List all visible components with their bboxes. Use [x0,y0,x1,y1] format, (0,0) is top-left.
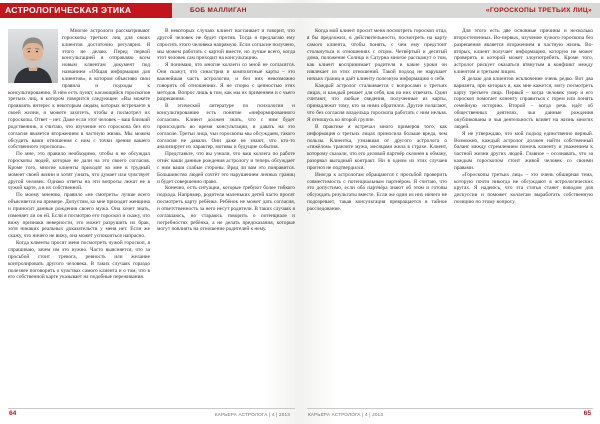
paragraph: По мне, это правило необходимо, чтобы я не обсуждал гороскопы людей, которые не дали на это своего согласия. Кроме того, многие клиенты приходят ко мне в трудный момент своей жизни и хотят узнать, что думает или чувствует другой человек. Однако ответы на эти вопросы лежат не в чужой карте, а в их собственной. [8,151,150,192]
paragraph: Иногда к астрологам обращаются с просьбой проверить совместимость с потенциальным партнёром. Я считаю, что это допустимо, если оба партнёра знают об этом и готовы обсуждать результаты вместе. Если же один из них ничего не подозревает, такая консультация превращается в тайное расследование. [307,171,447,212]
left-column-2 [157,28,295,408]
magazine-issue-right: КАРЬЕРА АСТРОЛОГА | 4 | 2013 [308,412,384,417]
author-name: БОБ МАЛЛИГАН [190,7,247,14]
paragraph: В этической литературе по психологии и консультированию есть понятие «информированного согласия». Клиент должен знать, что с ним будет происходить во время консультации, и давать на это согласие. Третьи лица, чьи гороскопы мы обсуждаем, такого согласия не давали. Они даже не знают, что кто-то анализирует их характер, мотивы и будущие события. [157,103,295,151]
title-band [300,3,600,18]
paragraph: В практике я встречал много примеров того, как информация о третьих лицах приносила больше вреда, чем пользы. Клиентка, узнавшая от другого астролога о «тяжёлом» транзите мужа, месяцами жила в страхе. Клиент, которому сказали, что его деловой партнёр склонен к обману, разорвал выгодный контракт. Ни в одном из этих случаев прогноз не подтвердился. [307,123,447,171]
paragraph: Представьте, что вы узнали, что ваш коллега по работе отнёс ваши данные рождения астрологу и теперь обсуждает с ним ваши слабые стороны. Вряд ли вам это понравится. Большинство людей сочтёт это нарушением личных границ и будет совершенно право. [157,151,295,185]
paragraph: Каждый астролог сталкивается с вопросами о третьих лицах, и каждый решает для себя, как на них отвечать. Одни считают, что любые сведения, полученные из карты, принадлежат тому, кто за ними обратился. Другие полагают, что без согласия владельца гороскопа работать с ним нельзя. Я отношусь ко второй группе. [307,82,447,123]
paragraph: Когда клиенты просят меня посмотреть чужой гороскоп, я спрашиваю, зачем им это нужно. Часто выясняется, что за просьбой стоит тревога, ревность или желание контролировать другого человека. В таких случаях гораздо полезнее поговорить о чувствах самого клиента и о том, что в его собственной карте указывает на подобные переживания. [8,240,150,281]
paragraph: «Гороскопы третьих лиц» – это очень обширная тема, которую почти никогда не обсуждают в астрологических кругах. Я надеюсь, что эта статья станет поводом для дискуссии и поможет коллегам выработать собственную позицию по этому вопросу. [454,171,593,206]
page-number-left: 64 [9,410,17,417]
footer-divider [307,408,593,409]
paragraph: Когда мой клиент просит меня посмотреть гороскоп отца, я бы предложил, в действительности, посмотреть на карту самого клиента, чтобы понять, с чем ему предстоит столкнуться в отношениях с отцом. Четвёртый и десятый дома, положение Солнца и Сатурна многое расскажут о том, как клиент воспринимает родителя и какие уроки он извлекает из этих отношений. Такой подход не нарушает ничьих границ и даёт клиенту полезную информацию о себе. [307,28,447,82]
author-portrait-icon [8,29,58,83]
paragraph: В некоторых случаях клиент настаивает и говорит, что другой человек не будет против. Тогда я предлагаю ему спросить этого человека напрямую. Если согласие получено, мы можем работать с картой вместе, но лучше всего, когда этот человек сам приходит на консультацию. [157,28,295,62]
left-column-1 [8,28,150,408]
page-number-right: 65 [583,410,591,417]
section-title: АСТРОЛОГИЧЕСКАЯ ЭТИКА [0,3,172,18]
paragraph: Я не утверждаю, что мой подход единственно верный. Возможно, каждый астролог должен найти собственный баланс между стремлением помочь клиенту и уважением к частной жизни других людей. Главное – осознавать, что за каждым гороскопом стоит живой человек со своими правами. [454,130,593,171]
author-photo [8,29,58,83]
right-column-1 [307,28,447,408]
article-title: «ГОРОСКОПЫ ТРЕТЬИХ ЛИЦ» [485,7,592,14]
footer-divider [8,408,295,409]
author-band [172,3,300,18]
paragraph: Я делаю для клиентов исключение очень редко. Вот два варианта, при которых я, как мне кажется, могу посмотреть карту третьего лица. Первый – когда человек умер и его гороскоп помогает клиенту справиться с горем или понять семейную историю. Второй – когда речь идёт об общественных деятелях, чьи данные рождения опубликованы и чья деятельность влияет на жизнь многих людей. [454,75,593,130]
paragraph: По моему мнению, правило «не смотреть» лучше всего объясняется на примере. Допустим, ко мне приходит женщина и приносит данные рождения своего мужа. Она хочет знать, изменяет ли он ей. Если я посмотрю его гороскоп и скажу, что вижу признаки неверности, это может разрушить их брак, хотя никаких реальных доказательств у меня нет. Если же скажу, что ничего не вижу, она может успокоиться напрасно. [8,192,150,240]
paragraph: Конечно, есть ситуации, которые требуют более гибкого подхода. Например, родители маленьких детей часто просят посмотреть карту ребёнка. Ребёнок не может дать согласия, и ответственность за него несут родители. В таких случаях я соглашаюсь, но стараюсь говорить о потенциале и потребностях ребёнка, а не делать предсказания, которые могут повлиять на отношение родителей к нему. [157,185,295,233]
paragraph: Я понимаю, что многие коллеги со мной не согласятся. Они скажут, что синастрия и композитные карты – это важнейшая часть астрологии, и без них невозможно говорить об отношениях. Я не спорю с ценностью этих методов. Вопрос лишь в том, как мы их применяем и с чьего разрешения. [157,62,295,103]
right-page [300,0,600,424]
magazine-issue-left: КАРЬЕРА АСТРОЛОГА | 4 | 2013 [214,412,290,417]
paragraph: Для этого есть две основные причины и несколько второстепенных. Во-первых, изучение чужого гороскопа без разрешения является вторжением в частную жизнь. Во-вторых, клиент получает информацию, которую не может проверить и которой может злоупотребить. Кроме того, астролог рискует оказаться втянутым в конфликт между клиентом и третьим лицом. [454,28,593,76]
paragraph: Многие астрологи рассматривают гороскопы третьих лиц для своих клиентов достаточно регулярно. Я этого не делаю. Перед первой консультацией я отправляю всем новым клиентам документ под названием «Общая информация для клиентов», в котором объясняю свои правила и подходы к консультированию. В нём есть пункт, касающийся гороскопов третьих лиц, в котором говорится следующее: «Вы можете проявлять интерес к некоторым людям, которых встречаете в своей жизни, и можете захотеть, чтобы я посмотрел их гороскопы. Ответ – нет. Даже если этот человек – ваш близкий родственник, я считаю, что изучение его гороскопа без его согласия является вторжением в частную жизнь. Мы можем обсудить ваши отношения с ним с точки зрения вашего собственного гороскопа». [8,28,150,151]
right-column-2 [454,28,593,408]
